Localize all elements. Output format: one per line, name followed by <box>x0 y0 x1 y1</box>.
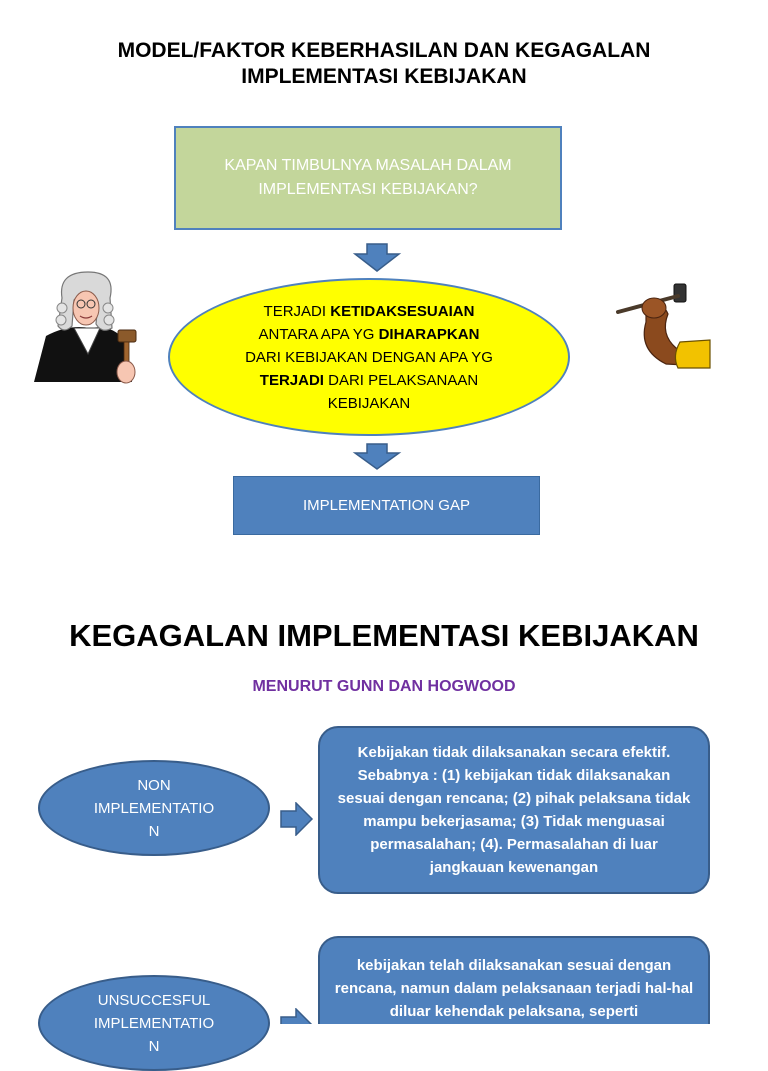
section2-title: KEGAGALAN IMPLEMENTASI KEBIJAKAN <box>69 618 699 653</box>
ellipse-line2b: DIHARAPKAN <box>378 325 480 343</box>
ellipse-line1a: TERJADI <box>263 302 331 320</box>
question-text: KAPAN TIMBULNYA MASALAH DALAM IMPLEMENTASI KEBIJAKAN? <box>224 157 512 198</box>
non-implementation-description-box <box>318 726 710 894</box>
ellipse-line1b: KETIDAKSESUAIAN <box>330 302 475 320</box>
oval2-line2: IMPLEMENTATIO <box>93 1014 215 1032</box>
oval1-line2: IMPLEMENTATIO <box>93 799 215 817</box>
implementation-gap-text: IMPLEMENTATION GAP <box>303 497 470 514</box>
section1-title-line1: MODEL/FAKTOR KEBERHASILAN DAN KEGAGALAN <box>117 39 651 62</box>
judge-illustration-icon <box>28 268 142 390</box>
unsuccessful-implementation-oval <box>38 975 270 1071</box>
unsuccessful-implementation-description-box <box>318 936 710 1024</box>
down-arrow-icon <box>352 243 402 273</box>
oval2-line3: N <box>148 1037 160 1055</box>
unsuccessful-implementation-description: kebijakan telah dilaksanakan sesuai dengan rencana, namun dalam pelaksanaan terjadi hal-hal diluar kehendak pelaksana, seperti <box>334 957 694 1020</box>
section1-title <box>0 38 768 90</box>
hammer-arm-illustration-icon <box>612 278 712 370</box>
ellipse-line5: KEBIJAKAN <box>327 394 411 412</box>
section1-title-line2: IMPLEMENTASI KEBIJAKAN <box>241 65 527 88</box>
ellipse-line4b: DARI PELAKSANAAN <box>323 371 479 389</box>
right-arrow-icon <box>280 1008 314 1024</box>
ellipse-line4a: TERJADI <box>259 371 324 389</box>
oval1-line1: NON <box>137 776 171 794</box>
ellipse-line3: DARI KEBIJAKAN DENGAN APA YG <box>245 348 493 366</box>
oval2-line1: UNSUCCESFUL <box>97 991 211 1009</box>
section2-subtitle: MENURUT GUNN DAN HOGWOOD <box>252 678 516 695</box>
mismatch-text <box>245 300 493 415</box>
implementation-gap-box <box>233 476 540 535</box>
non-implementation-description: Kebijakan tidak dilaksanakan secara efektif. Sebabnya : (1) kebijakan tidak dilaksanakan sesuai dengan rencana; (2) pihak pelaksana tidak mampu bekerjasama; (3) Tidak menguasai permasalahan; (4). Permasalahan di luar jangkauan kewenangan <box>337 744 691 876</box>
ellipse-line2a: ANTARA APA YG <box>258 325 379 343</box>
non-implementation-oval <box>38 760 270 856</box>
down-arrow-icon <box>352 443 402 471</box>
right-arrow-icon <box>280 802 314 836</box>
mismatch-ellipse <box>168 278 570 436</box>
question-box <box>174 126 562 230</box>
oval1-line3: N <box>148 822 160 840</box>
